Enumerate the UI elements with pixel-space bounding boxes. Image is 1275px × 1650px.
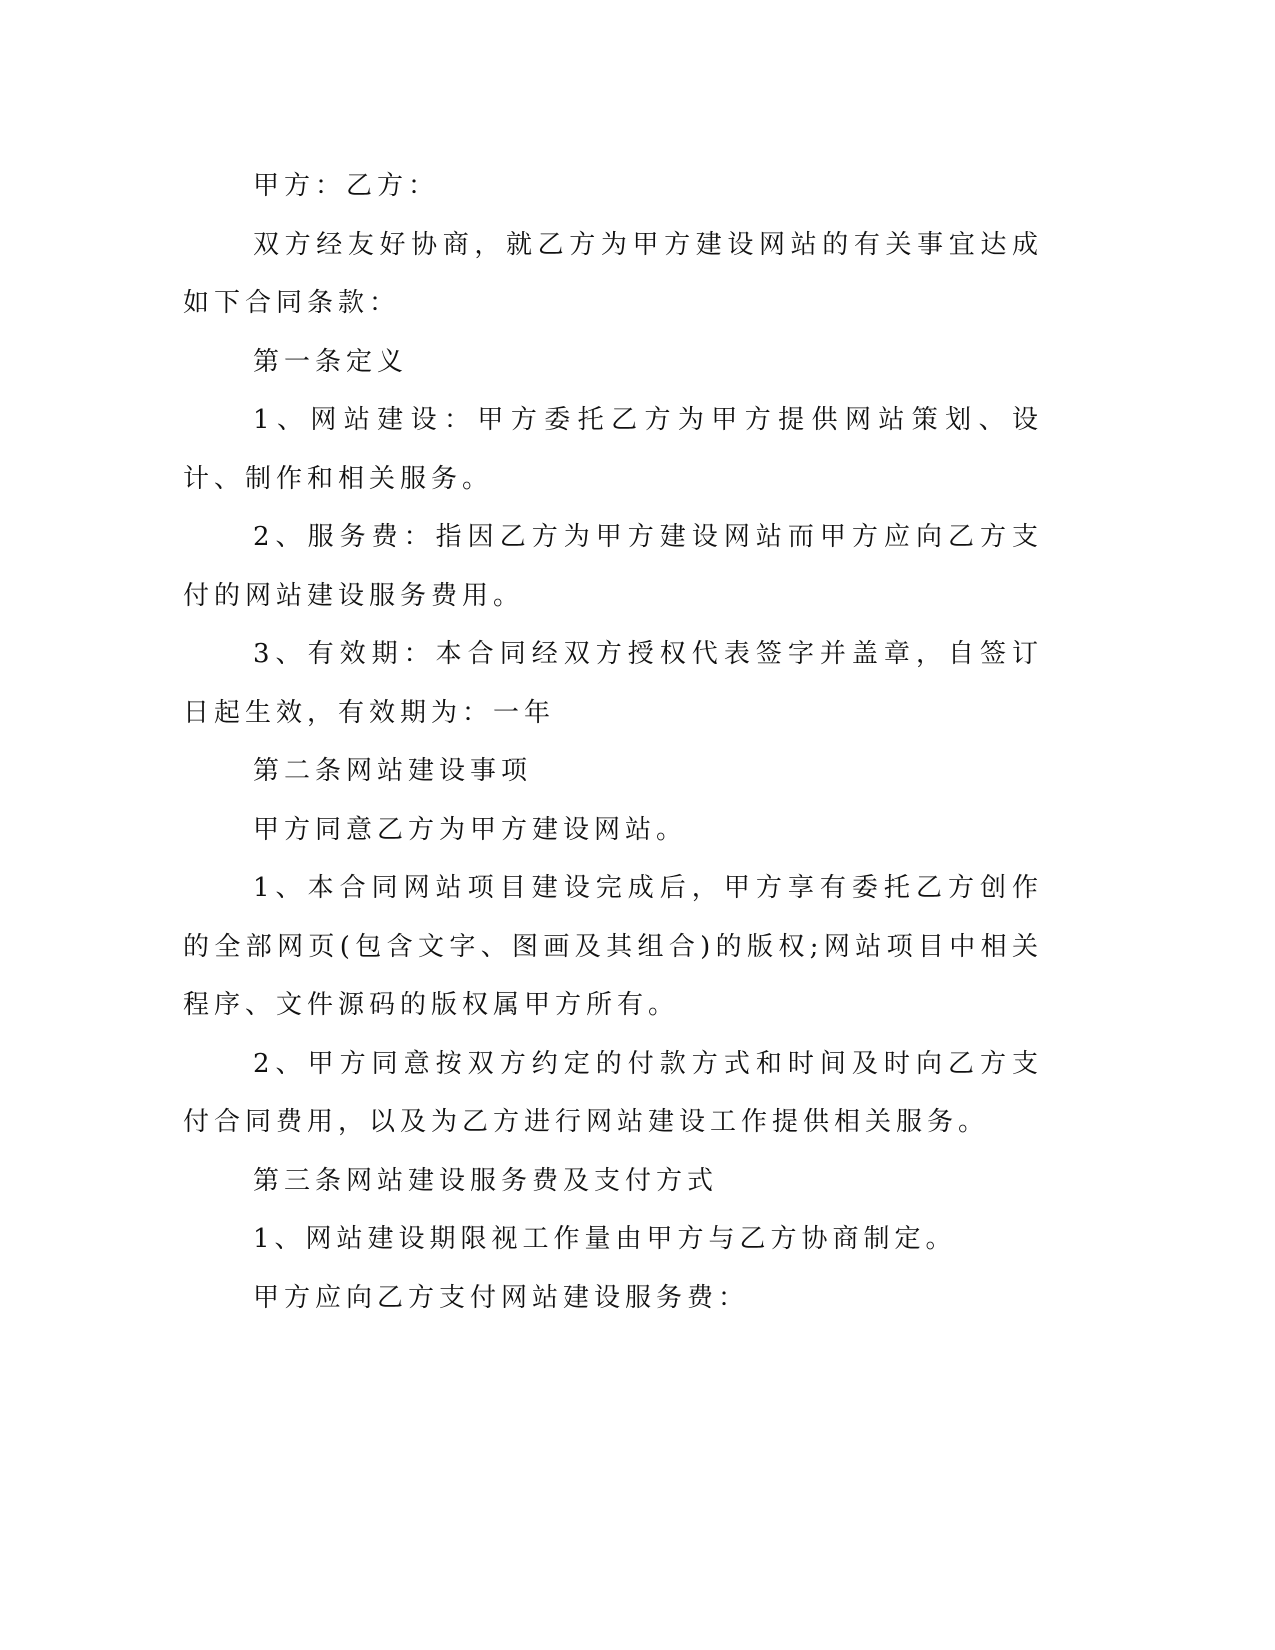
article-2-clause-1: 1、本合同网站项目建设完成后，甲方享有委托乙方创作的全部网页(包含文字、图画及其组合)的版权;网站项目中相关程序、文件源码的版权属甲方所有。 xyxy=(183,873,1043,1020)
contract-body xyxy=(183,157,1043,1327)
article-1-heading: 第一条定义 xyxy=(253,346,409,377)
article-2-clause-2: 2、甲方同意按双方约定的付款方式和时间及时向乙方支付合同费用，以及为乙方进行网站建设工作提供相关服务。 xyxy=(183,1048,1043,1137)
definition-service-fee: 2、服务费：指因乙方为甲方建设网站而甲方应向乙方支付的网站建设服务费用。 xyxy=(183,522,1043,611)
article-2-intro: 甲方同意乙方为甲方建设网站。 xyxy=(253,814,688,845)
article-3-clause-1: 1、网站建设期限视工作量由甲方与乙方协商制定。 xyxy=(253,1224,957,1254)
definition-validity-period: 3、有效期：本合同经双方授权代表签字并盖章，自签订日起生效，有效期为：一年 xyxy=(183,639,1043,728)
article-2-heading: 第二条网站建设事项 xyxy=(253,756,533,786)
preamble-paragraph: 双方经友好协商，就乙方为甲方建设网站的有关事宜达成如下合同条款： xyxy=(183,229,1043,318)
article-3-fee-line: 甲方应向乙方支付网站建设服务费： xyxy=(253,1282,750,1313)
article-3-heading: 第三条网站建设服务费及支付方式 xyxy=(253,1165,719,1196)
definition-website-construction: 1、网站建设：甲方委托乙方为甲方提供网站策划、设计、制作和相关服务。 xyxy=(183,405,1043,494)
parties-line: 甲方：乙方： xyxy=(253,171,440,201)
